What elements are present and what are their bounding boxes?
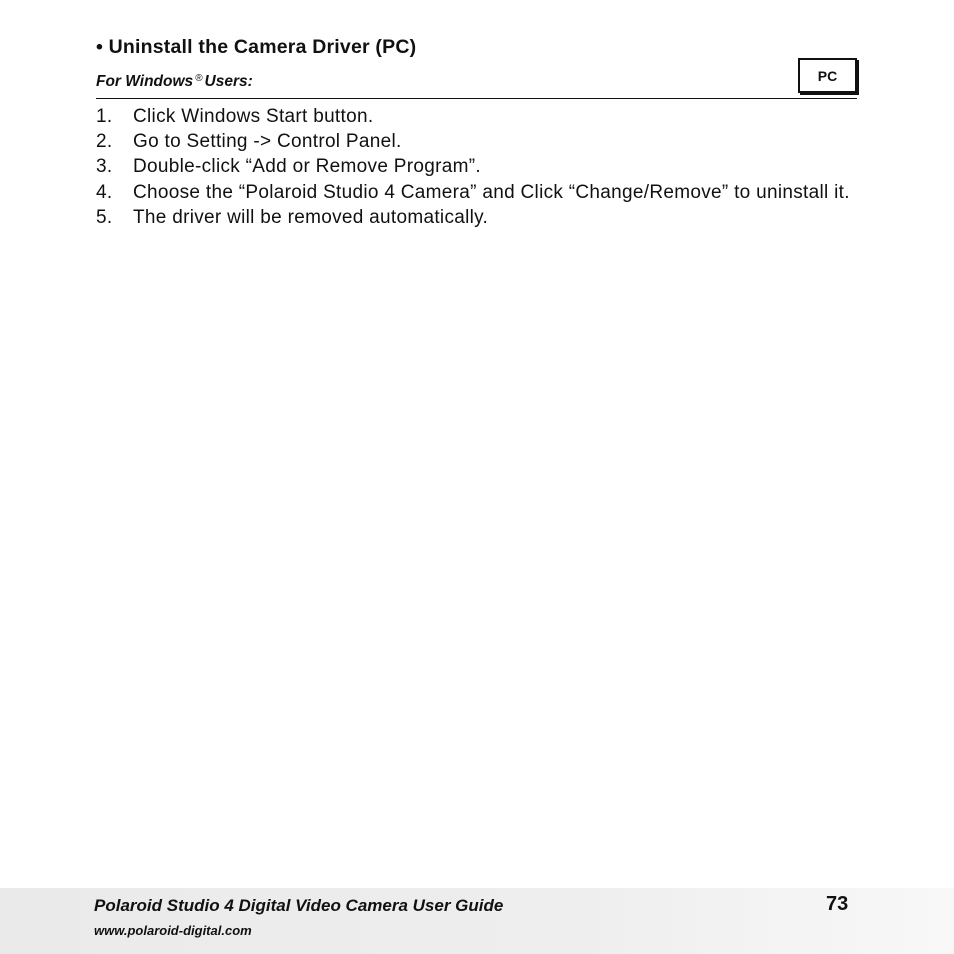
subheading-suffix: Users: xyxy=(204,73,253,90)
step-number: 1. xyxy=(96,106,113,127)
page-footer xyxy=(0,888,954,954)
uninstall-steps-list xyxy=(96,104,857,230)
step-text: The driver will be removed automatically. xyxy=(133,206,489,228)
registered-mark: ® xyxy=(195,73,203,84)
pc-badge: PC xyxy=(798,58,857,93)
step-text: Click Windows Start button. xyxy=(133,106,374,127)
page-number: 73 xyxy=(826,893,849,915)
step-number: 3. xyxy=(96,156,113,178)
step-number: 4. xyxy=(96,181,113,203)
section-heading: • Uninstall the Camera Driver (PC) xyxy=(96,36,417,58)
os-subheading xyxy=(96,73,253,91)
step-text: Double-click “Add or Remove Program”. xyxy=(133,156,481,178)
step-text: Go to Setting -> Control Panel. xyxy=(133,131,402,153)
website-url: www.polaroid-digital.com xyxy=(94,923,252,938)
step-item xyxy=(96,205,857,230)
guide-title: Polaroid Studio 4 Digital Video Camera User Guide xyxy=(94,896,504,915)
step-item xyxy=(96,180,857,205)
step-item xyxy=(96,154,857,179)
step-number: 5. xyxy=(96,206,113,228)
step-number: 2. xyxy=(96,131,113,153)
heading-divider xyxy=(96,98,857,99)
step-item xyxy=(96,129,857,154)
subheading-prefix: For Windows xyxy=(96,73,194,90)
step-text: Choose the “Polaroid Studio 4 Camera” and Click “Change/Remove” to uninstall it. xyxy=(133,181,850,203)
step-item xyxy=(96,104,857,129)
